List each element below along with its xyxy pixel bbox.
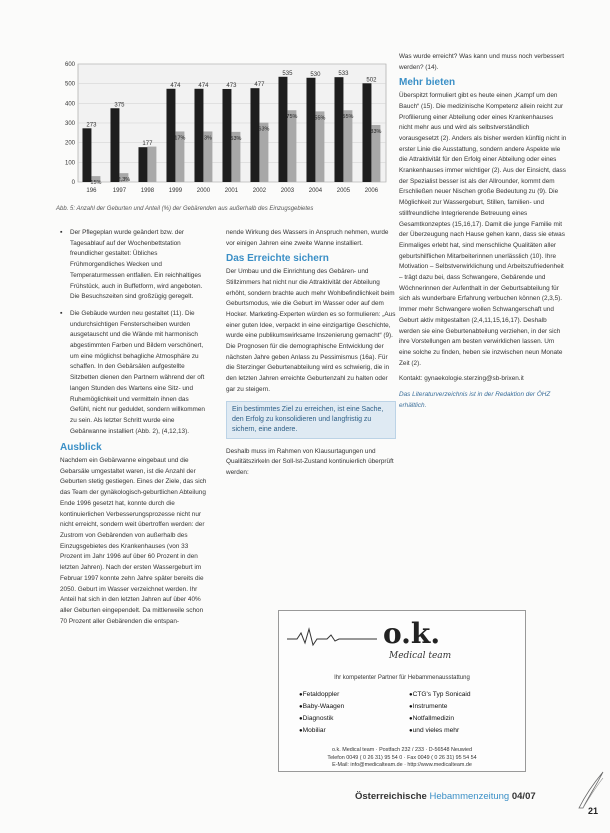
footer-issue: 04/07 [511, 791, 536, 802]
y-tick-label: 500 [64, 81, 75, 88]
bar-total [278, 77, 287, 182]
product-item: ● und vieles mehr [409, 725, 471, 737]
bar-total [334, 77, 343, 182]
x-tick-label: 2003 [280, 188, 295, 194]
heading-erreichte: Das Erreichte sichern [226, 253, 329, 265]
bar-value-label: 535 [282, 70, 293, 77]
paragraph-body: Deshalb muss im Rahmen von Klausurtagungen und Qualitätszirkeln der Soll-Ist-Zustand kontinuierlich überprüft werden: [226, 447, 394, 476]
x-tick-label: 2005 [336, 188, 351, 194]
bar-percent-label: 3% [203, 135, 212, 142]
advertisement[interactable] [278, 610, 526, 772]
bar-percent-label: 33% [370, 128, 382, 135]
contact-line: Kontakt: gynaekologie.sterzing@sb-brixen.it [399, 375, 524, 383]
x-tick-label: 2006 [364, 188, 379, 194]
bullet-item: ▪ Der Pflegeplan wurde geändert bzw. der Tagesablauf auf der Wochenbettstation freundlicher gestaltet: Übliches Frühmorgendliches Wecken und Temperaturmessen entfallen. Ein reichhaltiges Frühstück, auch in Buffetform, wird angeboten. Die Besuchszeiten sind großzügig geregelt. [60, 228, 210, 303]
heading-ausblick: Ausblick [60, 442, 102, 454]
footer-brand: Österreichische [355, 791, 427, 802]
bar-total [250, 88, 259, 182]
ecg-wave-icon [287, 625, 377, 649]
bullet-item: ▪ Die Gebäude wurden neu gestaltet (11). Die undurchsichtigen Fensterscheiben wurden ausgetauscht und die Wände mit harmonisch abgestimmten Farben und Bildern verschönert, um eine möglichst behagliche Atmosphäre zu schaffen. In den Gebärsälen aufgestellte Sitzbetten dienen den Partnern während der oft langen Stunden des Wartens eine Sitz- und Ruhemöglichkeit und vermitteln ihnen das Gefühl, nicht nur geduldet, sondern willkommen zu sein. Als letzter Schritt wurde eine Gebärwanne installiert (Abb. 2), (4,12,13). [60, 309, 210, 437]
paragraph-intro: Was wurde erreicht? Was kann und muss noch verbessert werden? (14). [399, 53, 565, 71]
column-1 [60, 228, 210, 632]
bar-value-label: 473 [226, 82, 237, 89]
x-tick-label: 2004 [308, 188, 323, 194]
y-tick-label: 400 [64, 101, 75, 108]
y-tick-label: 200 [64, 140, 75, 147]
x-tick-label: 2002 [252, 188, 267, 194]
bar-external [315, 111, 324, 182]
column-3 [399, 52, 567, 417]
bar-external [287, 110, 296, 182]
x-tick-label: 196 [86, 188, 97, 194]
bar-external [343, 110, 352, 182]
x-tick-label: 1999 [168, 188, 183, 194]
page-number: 21 [588, 806, 599, 816]
bar-percent-label: 75% [286, 114, 298, 121]
ad-products-right [409, 689, 471, 737]
paragraph-body: Der Umbau und die Einrichtung des Gebären- und Stillzimmers hat nicht nur die Attraktivität der Abteilung erhöht, sondern brachte auch mehr Wohlbefindlichkeit beim Geburtsmodus, wie die Geburt im Wasser oder auf dem Hocker. Marketing-Experten würden es so formulieren: „Aus einer guten Idee, verpackt in eine einzigartige Geschichte, wurde eine publikumswirksame Inszenierung gemacht“ (9). Die Prognosen für die demographische Entwicklung der nächsten Jahre geben Anlass zu Pessimismus (16a). Für die Sterzinger Geburtenabteilung wird es schwierig, die in den letzten Jahren erreichte Geburtenzahl zu halten oder gar zu steigern. [226, 268, 396, 393]
bar-value-label: 474 [198, 82, 209, 89]
product-item: ● Notfallmedizin [409, 713, 471, 725]
ad-subtitle: Medical team [389, 651, 452, 661]
product-item: ● CTG's Typ Sonicaid [409, 689, 471, 701]
bar-percent-label: 53% [230, 135, 242, 142]
feather-logo-icon [575, 770, 605, 810]
bar-value-label: 375 [114, 102, 125, 109]
bar-percent-label: 17% [174, 135, 186, 142]
y-tick-label: 300 [64, 121, 75, 127]
bar-value-label: 273 [86, 122, 97, 129]
bar-percent-label: 15% [90, 180, 102, 187]
x-tick-label: 1997 [112, 188, 127, 194]
bar-total [110, 108, 119, 182]
ad-contact [279, 747, 525, 770]
bar-value-label: 477 [254, 82, 265, 89]
ad-products-left [299, 689, 344, 737]
literature-note: Das Literaturverzeichnis ist in der Redaktion der ÖHZ erhältlich. [399, 391, 551, 409]
bar-value-label: 177 [142, 141, 153, 148]
ad-tagline: Ihr kompetenter Partner für Hebammenausstattung [334, 675, 470, 681]
bar-external [147, 147, 156, 182]
product-item: ● Fetaldoppler [299, 689, 344, 701]
bar-percent-label: 63% [258, 126, 270, 133]
chart-svg [56, 58, 392, 198]
bar-value-label: 502 [366, 77, 377, 84]
chart-caption: Abb. 5: Anzahl der Geburten und Anteil (%) der Gebärenden aus außerhalb des Einzugsgebietes [56, 206, 314, 212]
ad-contact-phone: Telefon 0049 ( 0 26 31) 95 54 0 · Fax 0049 ( 0 26 31) 95 54 54 [327, 754, 477, 761]
heading-mehr-bieten: Mehr bieten [399, 77, 456, 89]
births-bar-chart [56, 58, 392, 198]
y-tick-label: 600 [64, 62, 75, 68]
highlight-box: Ein bestimmtes Ziel zu erreichen, ist eine Sache, den Erfolg zu konsolidieren und langfristig zu sichern, eine andere. [226, 401, 396, 439]
paragraph-intro: nende Wirkung des Wassers in Anspruch nehmen, wurde vor einigen Jahren eine zweite Wanne installiert. [226, 229, 389, 247]
product-item: ● Instrumente [409, 701, 471, 713]
bar-total [306, 78, 315, 182]
bar-value-label: 474 [170, 82, 181, 89]
bar-percent-label: 55% [314, 115, 326, 122]
bar-percent-label: 55% [342, 114, 354, 121]
bar-value-label: 530 [310, 71, 321, 78]
product-item: ● Diagnostik [299, 713, 344, 725]
bar-total [138, 147, 147, 182]
bar-total [82, 128, 91, 182]
x-tick-label: 1998 [140, 188, 155, 194]
paragraph-ausblick: Nachdem ein Gebärwanne eingebaut und die Gebarsäle umgestaltet waren, ist die Anzahl der Geburten stetig gestiegen. Eines der Ziele, das sich das Team der gynäkologisch-geburtlichen Abteilung Ende 1996 gesetzt hat, konnte durch die kontinuierlichen Verbesserungsprozesse nicht nur nicht erreicht, sondern weit übertroffen werden: der Zustrom von Gebärenden von außerhalb des Einzugsgebietes des Krankenhauses (von 33 Prozent im Jahr 1996 auf über 60 Prozent in den letzten Jahren). Nach der ersten Wassergeburt im Februar 1997 konnte zehn Jahre später bereits die 2050. Geburt im Wasser verzeichnet werden. Ihr Anteil hat sich in den letzten Jahren auf über 40% aller Geburten eingependelt. Da mittlerweile schon 70 Prozent aller Gebärenden die entspan- [60, 457, 207, 625]
y-tick-label: 0 [71, 180, 75, 186]
bar-total [194, 89, 203, 182]
bar-value-label: 533 [338, 71, 349, 78]
bar-percent-label: 2,3% [117, 177, 131, 184]
footer-brand-blue: Hebammenzeitung [429, 791, 510, 802]
product-item: ● Mobiliar [299, 725, 344, 737]
page-footer [355, 791, 536, 802]
product-item: ● Baby-Waagen [299, 701, 344, 713]
y-tick-label: 100 [64, 160, 75, 167]
x-tick-label: 2000 [196, 188, 211, 194]
x-tick-label: 2001 [224, 188, 239, 194]
paragraph-body: Überspitzt formuliert gibt es heute einen „Kampf um den Bauch“ (15). Die medizinische Kompetenz allein reicht zur Profilierung einer Abteilung oder eines Krankenhauses nicht mehr aus und wird als selbstverständlich vorausgesetzt (2). Anders als bisher werden künftig nicht in erster Linie die Ausstattung, sondern andere Aspekte wie die Attraktivität für den Erfolg einer Abteilung oder eines Krankenhauses immer wichtiger (2). Aus der Einsicht, dass der Spezialist besser ist als der Allrounder, kommt dem Erschließen neuer Nischen große Bedeutung zu (9). Die Möglichkeit zur Wassergeburt, Stillen, familien- und stillfreundliche Integrierende Betreuung eines Gesamtkonzeptes (15,16,17). Damit die junge Familie mit der Überzeugung nach Hause gehen kann, dass sie etwas Einmaliges erlebt hat, sind menschliche Qualitäten aller geburtshilflichen Mitarbeiterinnen unerlässlich (10). Ihre Motivation – Selbstverwirklichung und Arbeitszufriedenheit – trägt dazu bei, dass Schwangere, Gebärende und Wöchnerinnen der Aufenthalt in der Geburtsabteilung für sich als wunderbare Erfahrung verbuchen können (2,3,5). Immer mehr Schwangere wollen Schwangerschaft und Geburt aktiv mitgestalten (2,4,11,15,16,17). Deshalb werden sie eine Geburtenabteilung verziehen, in der sich ihre Vorstellungen am besten verwirklichen lassen. Um eine solche zu finden, heben sie inzwischen neun Monate Zeit (2). [399, 92, 567, 367]
column-2 [226, 228, 396, 484]
ad-contact-address: o.k. Medical team · Postfach 232 / 233 · D-56548 Neuwied [332, 747, 472, 753]
ad-logo: o.k. [383, 617, 441, 650]
ad-contact-web[interactable]: E-Mail: info@medicalteam.de · http://www.medicalteam.de [332, 762, 472, 768]
